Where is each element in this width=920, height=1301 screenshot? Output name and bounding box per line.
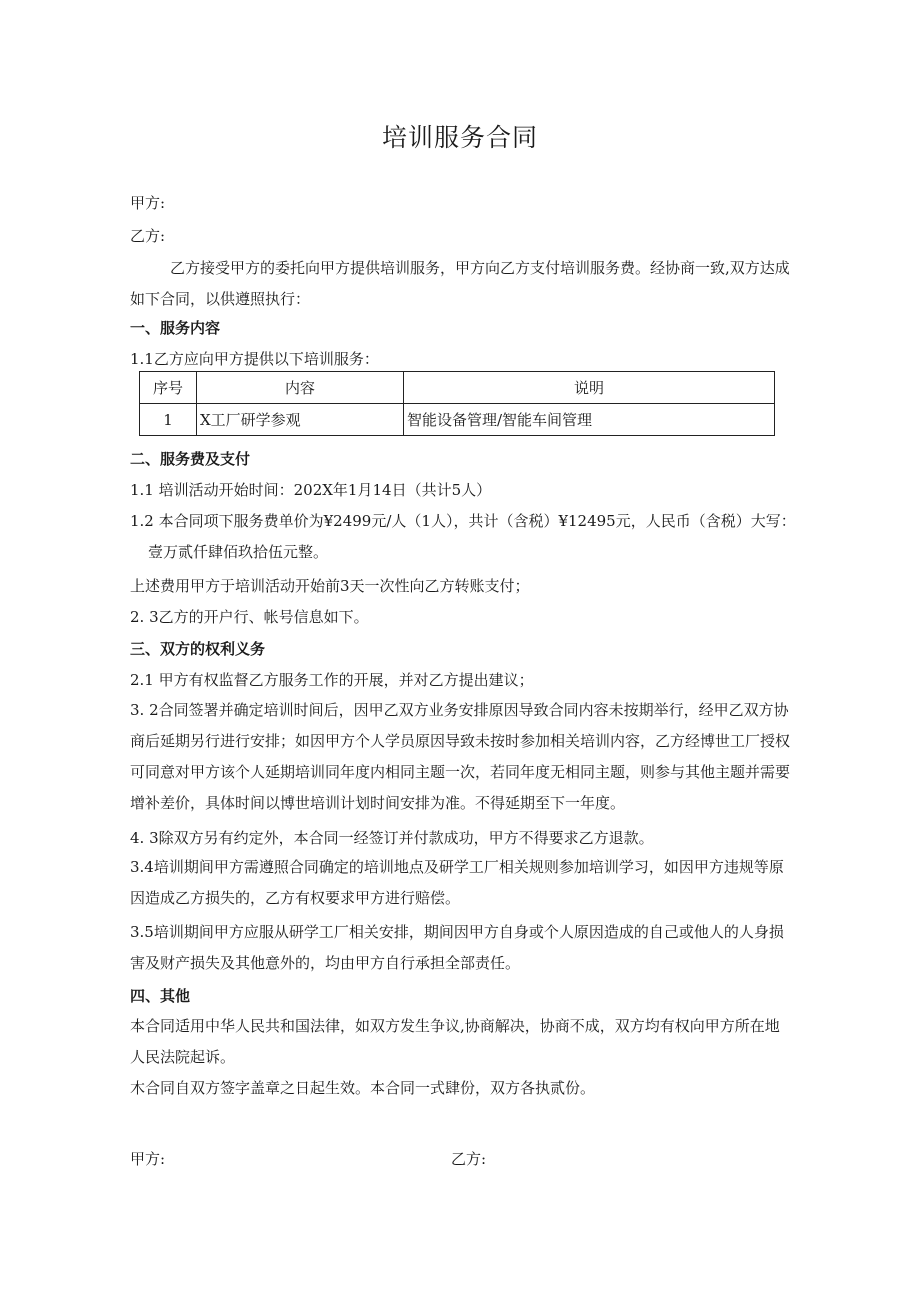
- other-paragraph-effective: 木合同自双方签字盖章之日起生效。本合同一式肆份，双方各执贰份。: [130, 1079, 596, 1097]
- section-heading-rights: 三、双方的权利义务: [130, 640, 266, 658]
- service-table: [139, 371, 775, 436]
- section-heading-service-content: 一、服务内容: [130, 319, 221, 337]
- clause-1-2-fee: 1.2 本合同项下服务费单价为¥2499元/人（1人），共计（含税）¥12495元，人民币（含税）大写：壹万贰仟肆佰玖拾伍元整。: [130, 512, 796, 561]
- other-paragraph-law: 本合同适用中华人民共和国法律，如双方发生争议,协商解决，协商不成，双方均有权向甲方所在地人民法院起诉。: [130, 1017, 780, 1066]
- intro-paragraph: 乙方接受甲方的委托向甲方提供培训服务，甲方向乙方支付培训服务费。经协商一致,双方达成如下合同，以供遵照执行：: [130, 259, 790, 308]
- table-header-index: 序号: [140, 372, 197, 404]
- table-header-row: [140, 372, 775, 404]
- party-b-line: 乙方:: [130, 227, 166, 245]
- section-heading-other: 四、其他: [130, 987, 191, 1005]
- clause-2-1-supervision: 2.1 甲方有权监督乙方服务工作的开展，并对乙方提出建议；: [130, 671, 534, 689]
- table-cell-content: X工厂研学参观: [197, 404, 404, 436]
- document-title: 培训服务合同: [381, 123, 538, 152]
- signature-party-a: 甲方:: [130, 1150, 166, 1168]
- payment-terms: 上述费用甲方于培训活动开始前3天一次性向乙方转账支付；: [130, 577, 530, 595]
- table-header-content: 内容: [197, 372, 404, 404]
- party-a-line: 甲方:: [130, 194, 166, 212]
- clause-3-2-postponement: 3. 2合同签署并确定培训时间后，因甲乙双方业务安排原因导致合同内容未按期举行，经甲乙双方协商后延期另行进行安排；如因甲方个人学员原因导致未按时参加相关培训内容，乙方经博世工厂授权可同意对甲方该个人延期培训同年度内相同主题一次，若同年度无相同主题，则参与其他主题并需要增补差价，具体时间以博世培训计划时间安排为准。不得延期至下一年度。: [130, 701, 791, 812]
- clause-1-1-start-time: 1.1 培训活动开始时间：202X年1月14日（共计5人）: [130, 481, 492, 499]
- clause-2-3-bank-info: 2. 3乙方的开户行、帐号信息如下。: [130, 608, 369, 626]
- table-cell-index: 1: [140, 404, 197, 436]
- clause-4-3-no-refund: 4. 3除双方另有约定外，本合同一经签订并付款成功，甲方不得要求乙方退款。: [130, 829, 654, 847]
- section-heading-fees: 二、服务费及支付: [130, 450, 251, 468]
- clause-3-4-compensation: 3.4培训期间甲方需遵照合同确定的培训地点及研学工厂相关规则参加培训学习，如因甲方违规等原因造成乙方损失的，乙方有权要求甲方进行赔偿。: [130, 858, 784, 907]
- signature-party-b: 乙方:: [451, 1150, 487, 1168]
- clause-3-5-liability: 3.5培训期间甲方应服从研学工厂相关安排，期间因甲方自身或个人原因造成的自己或他人的人身损害及财产损失及其他意外的，均由甲方自行承担全部责任。: [130, 923, 784, 972]
- clause-1-1-service: 1.1乙方应向甲方提供以下培训服务：: [130, 350, 379, 368]
- table-cell-description: 智能设备管理/智能车间管理: [404, 404, 775, 436]
- table-row: [140, 404, 775, 436]
- table-header-description: 说明: [404, 372, 775, 404]
